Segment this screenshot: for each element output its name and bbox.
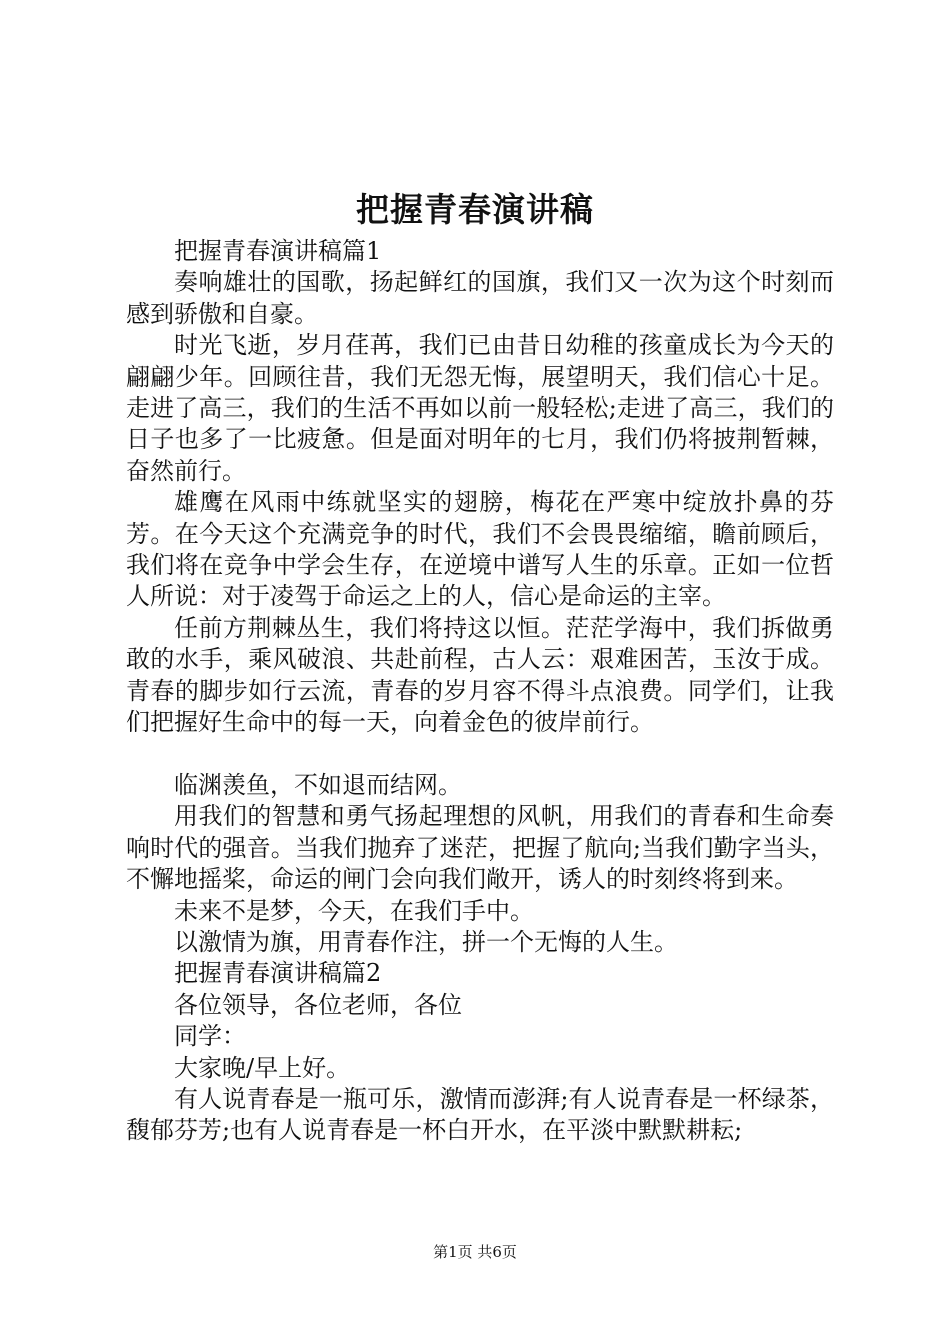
paragraph: 任前方荆棘丛生，我们将持这以恒。茫茫学海中，我们拆做勇敢的水手，乘风破浪、共赴前程，古人云：艰难困苦，玉汝于成。青春的脚步如行云流，青春的岁月容不得斗点浪费。同学们，让我们把握好生命中的每一天，向着金色的彼岸前行。 [126,613,834,737]
paragraph: 大家晚/早上好。 [174,1053,351,1082]
paragraph: 有人说青春是一瓶可乐，激情而澎湃;有人说青春是一杯绿茶，馥郁芬芳;也有人说青春是一杯白开水，在平淡中默默耕耘; [126,1084,834,1145]
page-indicator: 第1页 共6页 [433,1243,517,1261]
section-heading-2: 把握青春演讲稿篇2 [174,959,382,988]
section-heading-1: 把握青春演讲稿篇1 [174,237,382,265]
paragraph-spacer [126,739,834,770]
paragraph: 雄鹰在风雨中练就坚实的翅膀，梅花在严寒中绽放扑鼻的芬芳。在今天这个充满竞争的时代，我们不会畏畏缩缩，瞻前顾后，我们将在竞争中学会生存，在逆境中谱写人生的乐章。正如一位哲人所说：对于凌驾于命运之上的人，信心是命运的主宰。 [126,488,834,611]
paragraph: 未来不是梦，今天，在我们手中。 [174,896,534,925]
paragraph: 各位领导，各位老师，各位 [174,990,462,1019]
paragraph: 时光飞逝，岁月荏苒，我们已由昔日幼稚的孩童成长为今天的翩翩少年。回顾往昔，我们无怨无悔，展望明天，我们信心十足。走进了高三，我们的生活不再如以前一般轻松;走进了高三，我们的日子也多了一比疲惫。但是面对明年的七月，我们仍将披荆暂棘，奋然前行。 [126,331,834,485]
document-title: 把握青春演讲稿 [356,190,594,229]
paragraph: 临渊羡鱼，不如退而结网。 [174,770,462,799]
paragraph: 奏响雄壮的国歌，扬起鲜红的国旗，我们又一次为这个时刻而感到骄傲和自豪。 [126,268,834,328]
document-body [126,236,834,1147]
paragraph: 用我们的智慧和勇气扬起理想的风帆，用我们的青春和生命奏响时代的强音。当我们抛弃了迷茫，把握了航向;当我们勤字当头，不懈地摇桨，命运的闸门会向我们敞开，诱人的时刻终将到来。 [126,802,834,894]
paragraph: 同学： [174,1022,246,1051]
paragraph: 以激情为旗，用青春作注，拼一个无悔的人生。 [174,927,678,956]
